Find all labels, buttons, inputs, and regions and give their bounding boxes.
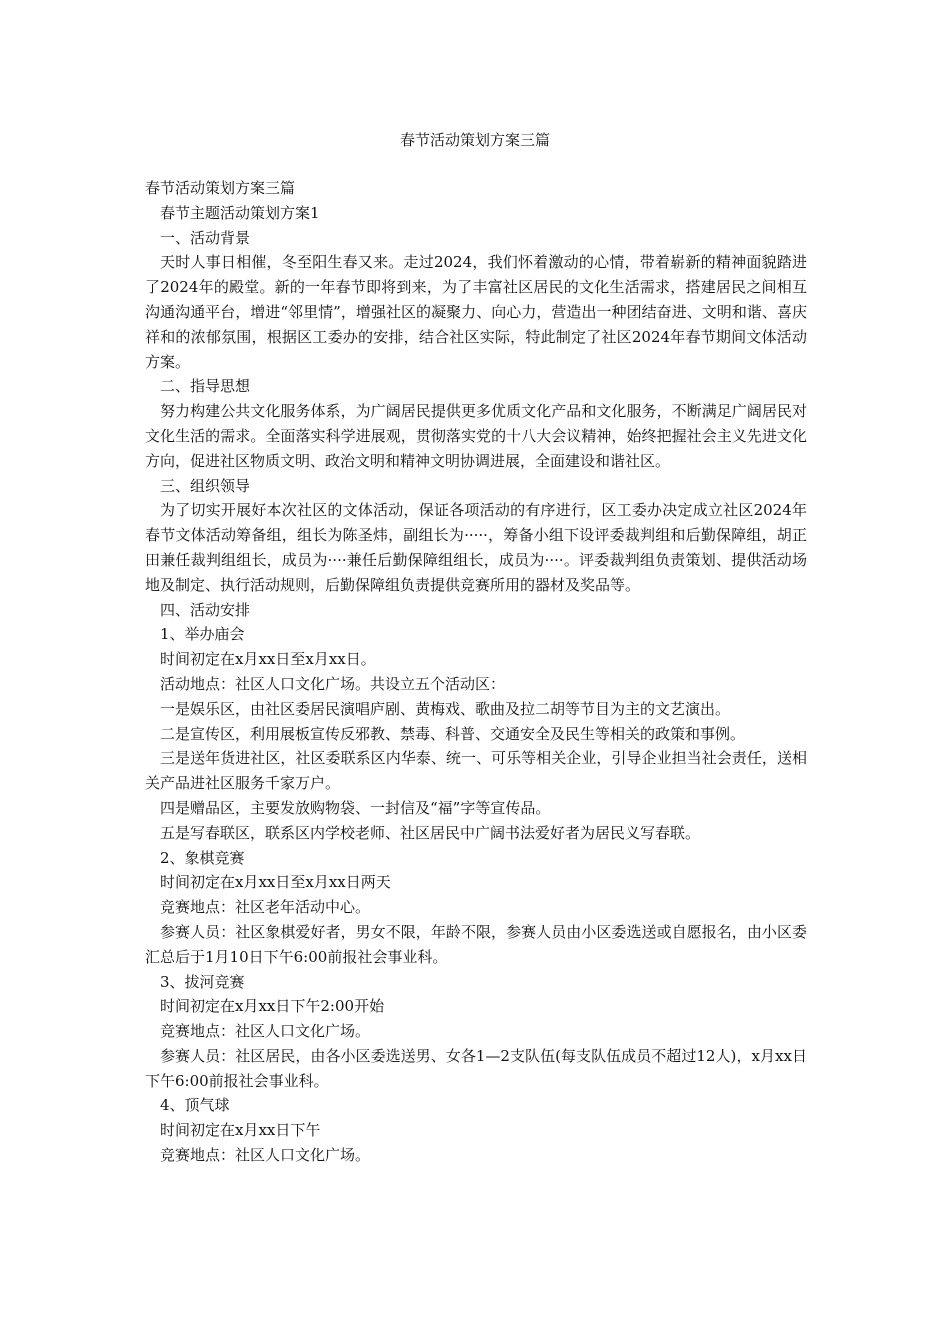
paragraph: 4、顶气球 bbox=[160, 1096, 230, 1115]
paragraph: 竞赛地点：社区老年活动中心。 bbox=[160, 898, 371, 917]
paragraph: 二是宣传区，利用展板宣传反邪教、禁毒、科普、交通安全及民生等相关的政策和事例。 bbox=[160, 724, 746, 743]
paragraph: 参赛人员：社区居民，由各小区委选送男、女各1—2支队伍(每支队伍成员不超过12人)，x月xx日下午6:00前报社会事业科。 bbox=[145, 1046, 807, 1090]
paragraph: 时间初定在x月xx日下午 bbox=[160, 1121, 321, 1140]
paragraph: 时间初定在x月xx日至x月xx日。 bbox=[160, 650, 376, 669]
paragraph: 三是送年货进社区，社区委联系区内华泰、统一、可乐等相关企业，引导企业担当社会责任，送相关产品进社区服务千家万户。 bbox=[145, 749, 807, 793]
paragraph: 五是写春联区，联系区内学校老师、社区居民中广阔书法爱好者为居民义写春联。 bbox=[160, 823, 701, 842]
paragraph: 2、象棋竞赛 bbox=[160, 848, 245, 867]
paragraph: 二、指导思想 bbox=[160, 377, 251, 396]
paragraph: 春节活动策划方案三篇 bbox=[145, 179, 296, 197]
paragraph: 时间初定在x月xx日下午2:00开始 bbox=[160, 997, 385, 1016]
paragraph: 竞赛地点：社区人口文化广场。 bbox=[160, 1022, 371, 1041]
paragraph: 参赛人员：社区象棋爱好者，男女不限，年龄不限，参赛人员由小区委选送或自愿报名，由小区委汇总后于1月10日下午6:00前报社会事业科。 bbox=[145, 922, 807, 966]
paragraph: 3、拔河竞赛 bbox=[160, 972, 245, 991]
paragraph: 四、活动安排 bbox=[160, 600, 251, 619]
paragraph: 为了切实开展好本次社区的文体活动，保证各项活动的有序进行，区工委办决定成立社区2024年春节文体活动筹备组，组长为陈圣炜，副组长为·····，筹备小组下设评委裁判组和后勤保障组，胡正田兼任裁判组组长，成员为····兼任后勤保障组组长，成员为····。评委裁判组负责策划、提供活动场地及制定、执行活动规则，后勤保障组负责提供竞赛所用的器材及奖品等。 bbox=[145, 501, 807, 594]
paragraph: 三、组织领导 bbox=[160, 476, 251, 495]
paragraph: 一是娱乐区，由社区委居民演唱庐剧、黄梅戏、歌曲及拉二胡等节目为主的文艺演出。 bbox=[160, 699, 731, 718]
paragraph: 竞赛地点：社区人口文化广场。 bbox=[160, 1146, 371, 1165]
document-body bbox=[145, 176, 807, 1168]
paragraph: 一、活动背景 bbox=[160, 228, 251, 247]
paragraph: 活动地点：社区人口文化广场。共设立五个活动区： bbox=[160, 674, 506, 693]
paragraph: 天时人事日相催，冬至阳生春又来。走过2024，我们怀着激动的心情，带着崭新的精神面貌踏进了2024年的殿堂。新的一年春节即将到来，为了丰富社区居民的文化生活需求，搭建居民之间相互沟通沟通平台，增进“邻里情”，增强社区的凝聚力、向心力，营造出一种团结奋进、文明和谐、喜庆祥和的浓郁氛围，根据区工委办的安排，结合社区实际，特此制定了社区2024年春节期间文体活动方案。 bbox=[145, 253, 807, 371]
paragraph: 春节主题活动策划方案1 bbox=[160, 203, 320, 222]
paragraph: 努力构建公共文化服务体系，为广阔居民提供更多优质文化产品和文化服务，不断满足广阔居民对文化生活的需求。全面落实科学进展观，贯彻落实党的十八大会议精神，始终把握社会主义先进文化方向，促进社区物质文明、政治文明和精神文明协调进展，全面建设和谐社区。 bbox=[145, 402, 807, 470]
document-title: 春节活动策划方案三篇 bbox=[399, 131, 550, 149]
paragraph: 时间初定在x月xx日至x月xx日两天 bbox=[160, 873, 391, 892]
paragraph: 1、举办庙会 bbox=[160, 625, 245, 644]
paragraph: 四是赠品区，主要发放购物袋、一封信及“福”字等宣传品。 bbox=[160, 798, 551, 817]
